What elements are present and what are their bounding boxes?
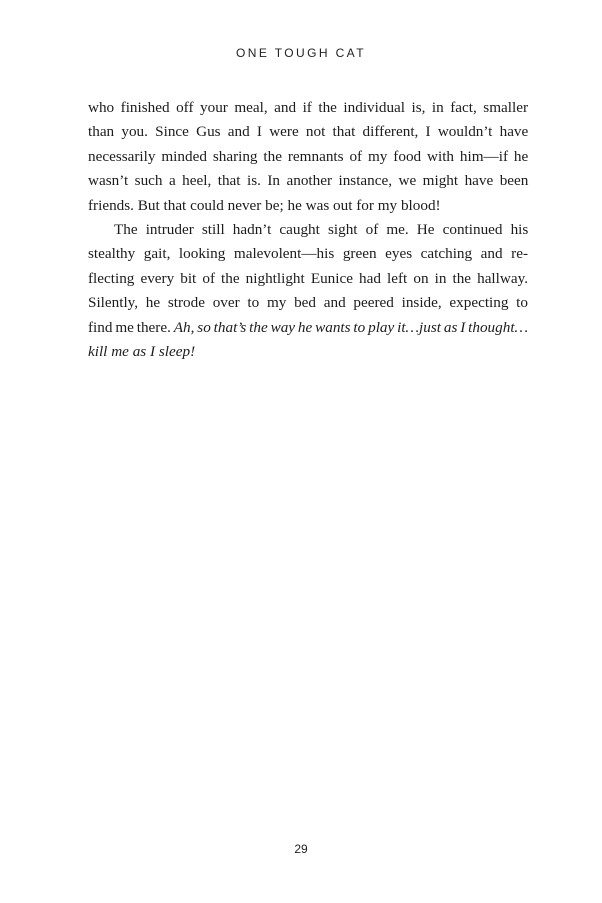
text-line: than you. Since Gus and I were not that different, I wouldn’t have xyxy=(88,123,529,141)
paragraph xyxy=(88,96,528,218)
text-line: The intruder still hadn’t caught sight of me. He continued his xyxy=(114,221,529,239)
running-head: ONE TOUGH CAT xyxy=(236,46,366,60)
text-line: necessarily minded sharing the remnants of my food with him—if he xyxy=(88,147,529,165)
italic-thought: Ah, so that’s the way he wants to play it…just as I thought… xyxy=(173,318,529,336)
text-line: who finished off your meal, and if the individual is, in fact, smaller xyxy=(88,99,528,116)
text-line: stealthy gait, looking malevolent—his green eyes catching and re- xyxy=(88,245,528,263)
body-text xyxy=(88,96,528,364)
text-line: friends. But that could never be; he was out for my blood! xyxy=(88,196,441,214)
text-line: wasn’t such a heel, that is. In another instance, we might have been xyxy=(88,172,529,190)
text-line xyxy=(88,316,528,340)
text-line: flecting every bit of the nightlight Eunice had left on in the hallway. xyxy=(88,269,528,287)
text-line: Silently, he strode over to my bed and peered inside, expecting to xyxy=(88,294,528,312)
italic-thought: kill me as I sleep! xyxy=(88,343,196,361)
paragraph xyxy=(88,218,528,364)
page-number: 29 xyxy=(294,842,308,856)
roman-text: find me there. xyxy=(88,318,174,336)
